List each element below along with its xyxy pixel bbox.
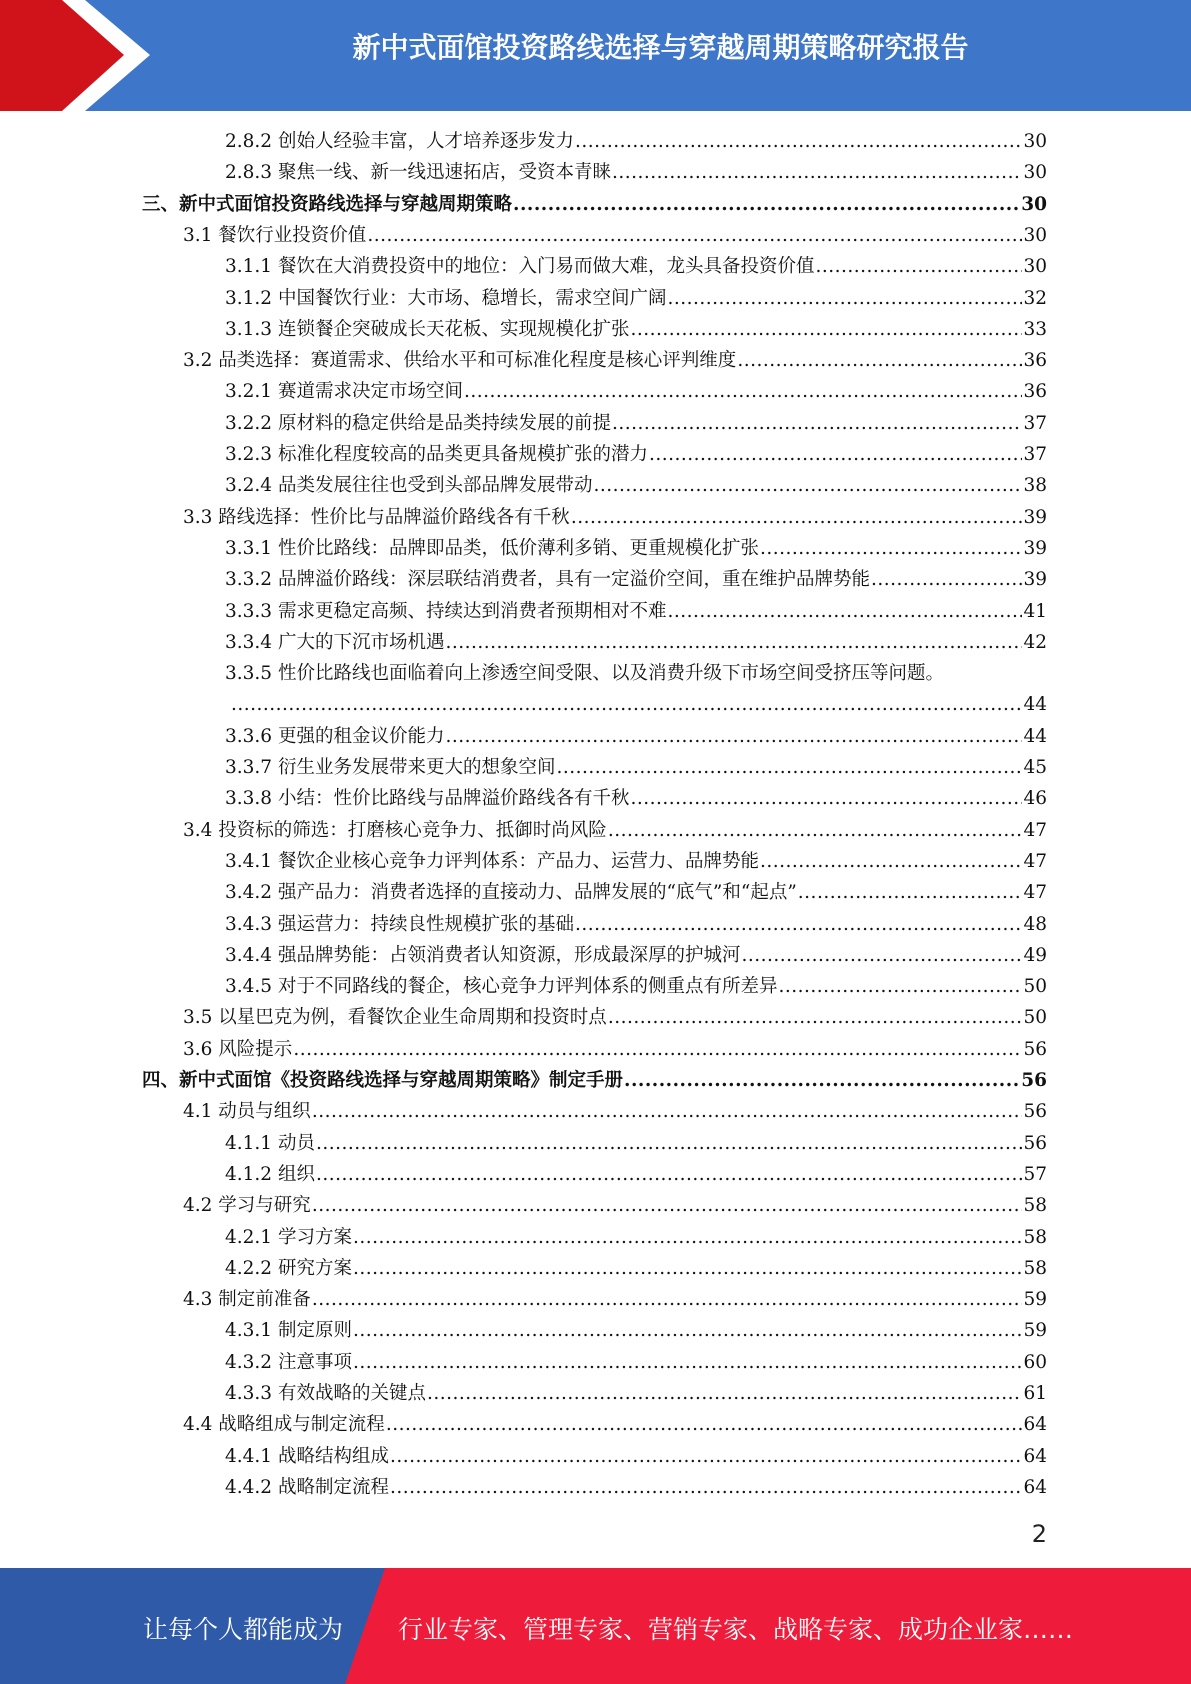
toc-entry-label: 3.3.7 衍生业务发展带来更大的想象空间 (225, 757, 556, 778)
toc-leader-dots (741, 942, 1022, 970)
toc-leader-dots (608, 817, 1023, 845)
toc-page-number: 36 (1023, 350, 1047, 372)
toc-page-number: 46 (1023, 788, 1047, 810)
toc-entry[interactable] (142, 191, 1047, 219)
toc-page-number: 42 (1023, 631, 1047, 653)
toc-page-number: 64 (1023, 1476, 1047, 1498)
toc-leader-dots (316, 1161, 1023, 1189)
toc-page-number: 47 (1023, 819, 1047, 841)
toc-entry[interactable] (225, 879, 1047, 907)
toc-entry[interactable] (225, 253, 1047, 281)
toc-leader-dots (556, 754, 1022, 782)
toc-entry-label: 4.4 战略组成与制定流程 (183, 1414, 385, 1436)
toc-page-number: 45 (1023, 757, 1047, 778)
toc-page-number: 64 (1023, 1414, 1047, 1436)
page-number: 2 (1031, 1520, 1047, 1548)
toc-page-number: 47 (1023, 850, 1047, 872)
toc-entry[interactable] (225, 285, 1047, 313)
toc-entry[interactable] (225, 566, 1047, 594)
toc-entry-label: 3.3.3 需求更稳定高频、持续达到消费者预期相对不难 (225, 600, 667, 622)
toc-page-number: 30 (1021, 193, 1047, 215)
toc-entry-label: 3.1 餐饮行业投资价值 (183, 224, 367, 246)
toc-leader-dots (608, 1004, 1023, 1032)
toc-page-number: 50 (1023, 976, 1047, 998)
toc-entry[interactable] (183, 1411, 1047, 1439)
toc-entry-label: 3.2.2 原材料的稳定供给是品类持续发展的前提 (225, 412, 611, 434)
toc-entry-label: 3.4.5 对于不同路线的餐企，核心竞争力评判体系的侧重点有所差异 (225, 976, 778, 998)
footer-slogan-left: 让每个人都能成为 (143, 1615, 344, 1644)
toc-entry-label: 3.4 投资标的筛选：打磨核心竞争力、抵御时尚风险 (183, 819, 607, 841)
toc-entry[interactable] (225, 159, 1047, 187)
toc-page-number: 44 (1023, 694, 1047, 716)
toc-leader-dots (390, 1474, 1022, 1502)
toc-entry[interactable] (225, 723, 1047, 751)
toc-entry-label: 3.1.1 餐饮在大消费投资中的地位：入门易而做大难，龙头具备投资价值 (225, 256, 815, 278)
toc-leader-dots (815, 253, 1022, 281)
toc-leader-dots (367, 222, 1022, 250)
toc-entry-label: 3.2.3 标准化程度较高的品类更具备规模扩张的潜力 (225, 444, 648, 465)
toc-page-number: 56 (1021, 1070, 1047, 1091)
toc-entry[interactable] (225, 942, 1047, 970)
toc-leader-dots (293, 1036, 1022, 1064)
toc-page-number: 39 (1023, 537, 1047, 559)
toc-leader-dots (575, 128, 1022, 156)
toc-leader-dots (445, 723, 1022, 751)
toc-entry[interactable] (225, 1224, 1047, 1252)
toc-page-number: 61 (1023, 1383, 1047, 1404)
toc-page-number: 59 (1023, 1320, 1047, 1342)
toc-leader-dots (737, 347, 1022, 375)
toc-entry-label: 4.2.1 学习方案 (225, 1226, 352, 1248)
toc-page-number: 38 (1023, 475, 1047, 497)
toc-page-number: 44 (1023, 725, 1047, 747)
toc-page-number: 49 (1023, 944, 1047, 966)
toc-leader-dots (231, 691, 1022, 719)
toc-entry-label: 4.3.2 注意事项 (225, 1351, 352, 1373)
toc-entry[interactable] (183, 1098, 1047, 1126)
toc-entry-label: 4.2 学习与研究 (183, 1195, 311, 1217)
toc-entry[interactable] (183, 222, 1047, 250)
toc-page-number: 58 (1023, 1257, 1047, 1279)
footer-slogan-right: 行业专家、管理专家、营销专家、战略专家、成功企业家…… (398, 1615, 1074, 1644)
toc-entry[interactable] (225, 911, 1047, 939)
toc-page-number: 58 (1023, 1226, 1047, 1248)
toc-leader-dots (667, 598, 1022, 626)
toc-page-number: 41 (1023, 600, 1047, 622)
toc-page-number: 58 (1023, 1195, 1047, 1217)
toc-entry[interactable] (225, 973, 1047, 1001)
toc-page-number: 30 (1023, 162, 1047, 184)
toc-entry[interactable] (225, 1474, 1047, 1502)
toc-entry-label: 4.3 制定前准备 (183, 1289, 311, 1311)
toc-entry-label: 3.3.6 更强的租金议价能力 (225, 725, 445, 747)
toc-entry[interactable] (225, 128, 1047, 156)
toc-page-number: 50 (1023, 1007, 1047, 1029)
toc-entry[interactable] (225, 1130, 1047, 1158)
toc-page-number: 33 (1023, 318, 1047, 340)
toc-entry[interactable] (225, 629, 1047, 657)
toc-entry[interactable] (225, 316, 1047, 344)
toc-entry-label: 3.2 品类选择：赛道需求、供给水平和可标准化程度是核心评判维度 (183, 350, 737, 372)
toc-entry[interactable] (225, 441, 1047, 469)
toc-leader-dots (353, 1317, 1023, 1345)
toc-entry[interactable] (183, 1036, 1047, 1064)
toc-page-number: 56 (1023, 1038, 1047, 1060)
toc-page-number: 36 (1023, 381, 1047, 403)
toc-page-number: 56 (1023, 1132, 1047, 1154)
toc-entry-label: 3.4.3 强运营力：持续良性规模扩张的基础 (225, 913, 574, 935)
toc-leader-dots (593, 472, 1022, 500)
toc-entry-label: 4.1 动员与组织 (183, 1101, 311, 1123)
toc-page-number: 39 (1023, 569, 1047, 591)
toc-entry[interactable] (183, 347, 1047, 375)
toc-leader-dots (760, 535, 1022, 563)
toc-leader-dots (798, 879, 1023, 907)
toc-entry-label: 3.3.5 性价比路线也面临着向上渗透空间受限、以及消费升级下市场空间受挤压等问题。 (225, 663, 944, 685)
toc-page-number: 30 (1023, 256, 1047, 278)
toc-entry-label: 3.5 以星巴克为例，看餐饮企业生命周期和投资时点 (183, 1007, 607, 1029)
toc-leader-dots (649, 441, 1022, 469)
toc-entry-label: 3.3.2 品牌溢价路线：深层联结消费者，具有一定溢价空间，重在维护品牌势能 (225, 569, 870, 591)
page-header (0, 0, 1191, 111)
toc-entry-label: 3.1.2 中国餐饮行业：大市场、稳增长，需求空间广阔 (225, 287, 667, 309)
toc-entry[interactable] (231, 691, 1047, 719)
toc-entry-label: 三、新中式面馆投资路线选择与穿越周期策略 (142, 193, 513, 215)
toc-leader-dots (760, 848, 1022, 876)
toc-entry[interactable] (183, 817, 1047, 845)
toc-page-number: 59 (1023, 1289, 1047, 1311)
toc-leader-dots (427, 1380, 1022, 1408)
toc-leader-dots (464, 378, 1022, 406)
toc-leader-dots (871, 566, 1022, 594)
toc-entry-label: 3.3.1 性价比路线：品牌即品类，低价薄利多销、更重规模化扩张 (225, 537, 759, 559)
toc-entry-label: 四、新中式面馆《投资路线选择与穿越周期策略》制定手册 (142, 1070, 624, 1091)
toc-entry-label: 4.1.1 动员 (225, 1132, 315, 1154)
toc-leader-dots (612, 410, 1022, 438)
toc-leader-dots (312, 1098, 1023, 1126)
toc-entry-label: 4.2.2 研究方案 (225, 1257, 352, 1279)
toc-page-number: 47 (1023, 882, 1047, 904)
toc-page-number: 30 (1023, 224, 1047, 246)
toc-entry-label: 3.4.2 强产品力：消费者选择的直接动力、品牌发展的“底气”和“起点” (225, 882, 797, 904)
report-title: 新中式面馆投资路线选择与穿越周期策略研究报告 (352, 31, 969, 64)
toc-page-number: 30 (1023, 131, 1047, 152)
toc-leader-dots (445, 629, 1022, 657)
toc-leader-dots (312, 1192, 1023, 1220)
toc-entry-label: 3.2.1 赛道需求决定市场空间 (225, 381, 463, 403)
toc-leader-dots (316, 1130, 1023, 1158)
toc-leader-dots (778, 973, 1022, 1001)
toc-entry-label: 3.2.4 品类发展往往也受到头部品牌发展带动 (225, 475, 593, 497)
toc-leader-dots (630, 316, 1022, 344)
toc-entry[interactable] (225, 1443, 1047, 1471)
toc-page-number: 32 (1023, 287, 1047, 309)
toc-entry[interactable] (225, 1161, 1047, 1189)
toc-leader-dots (513, 191, 1020, 219)
toc-entry-label: 3.3 路线选择：性价比与品牌溢价路线各有千秋 (183, 506, 570, 528)
toc-entry-label: 2.8.2 创始人经验丰富，人才培养逐步发力 (225, 131, 574, 152)
toc-leader-dots (353, 1349, 1023, 1377)
toc-leader-dots (624, 1067, 1020, 1095)
toc-entry-label: 4.3.1 制定原则 (225, 1320, 352, 1342)
toc-leader-dots (630, 785, 1022, 813)
toc-entry-label: 3.4.1 餐饮企业核心竞争力评判体系：产品力、运营力、品牌势能 (225, 850, 759, 872)
toc-entry[interactable] (225, 1317, 1047, 1345)
toc-leader-dots (390, 1443, 1022, 1471)
toc-entry[interactable] (225, 785, 1047, 813)
toc-page-number: 64 (1023, 1445, 1047, 1467)
toc-entry-label: 4.3.3 有效战略的关键点 (225, 1383, 426, 1404)
toc-entry[interactable] (225, 1380, 1047, 1408)
toc-page-number: 37 (1023, 412, 1047, 434)
toc-entry[interactable] (225, 472, 1047, 500)
toc-leader-dots (386, 1411, 1023, 1439)
toc-entry[interactable] (225, 754, 1047, 782)
page-footer (0, 1568, 1191, 1684)
toc-entry-label: 3.3.4 广大的下沉市场机遇 (225, 631, 445, 653)
toc-entry-label: 2.8.3 聚焦一线、新一线迅速拓店，受资本青睐 (225, 162, 611, 184)
toc-entry-label: 3.4.4 强品牌势能：占领消费者认知资源，形成最深厚的护城河 (225, 944, 741, 966)
toc-page-number: 37 (1023, 444, 1047, 465)
toc-entry[interactable] (183, 504, 1047, 532)
toc-entry[interactable] (183, 1192, 1047, 1220)
toc-page-number: 56 (1023, 1101, 1047, 1123)
toc-entry[interactable] (225, 598, 1047, 626)
toc-entry-label: 3.6 风险提示 (183, 1038, 293, 1060)
toc-entry-label: 3.1.3 连锁餐企突破成长天花板、实现规模化扩张 (225, 318, 630, 340)
toc-entry-label: 4.4.1 战略结构组成 (225, 1445, 389, 1467)
toc-page-number: 48 (1023, 913, 1047, 935)
toc-leader-dots (612, 159, 1022, 187)
toc-entry[interactable] (183, 1286, 1047, 1314)
toc-entry[interactable] (225, 1255, 1047, 1283)
toc-entry-label: 4.4.2 战略制定流程 (225, 1476, 389, 1498)
toc-entry[interactable] (142, 1067, 1047, 1095)
toc-entry[interactable] (225, 848, 1047, 876)
toc-entry-label: 4.1.2 组织 (225, 1163, 315, 1185)
toc-leader-dots (353, 1224, 1023, 1252)
toc-leader-dots (312, 1286, 1023, 1314)
toc-entry[interactable] (225, 1349, 1047, 1377)
toc-page-number: 60 (1023, 1351, 1047, 1373)
toc-page-number: 39 (1023, 506, 1047, 528)
toc-entry-label: 3.3.8 小结：性价比路线与品牌溢价路线各有千秋 (225, 788, 630, 810)
toc-leader-dots (571, 504, 1023, 532)
toc-leader-dots (353, 1255, 1023, 1283)
toc-entry[interactable] (183, 1004, 1047, 1032)
toc-leader-dots (667, 285, 1022, 313)
toc-entry[interactable] (225, 410, 1047, 438)
toc-page-number: 57 (1023, 1163, 1047, 1185)
toc-entry[interactable] (225, 535, 1047, 563)
toc-leader-dots (575, 911, 1022, 939)
toc-entry[interactable] (225, 378, 1047, 406)
